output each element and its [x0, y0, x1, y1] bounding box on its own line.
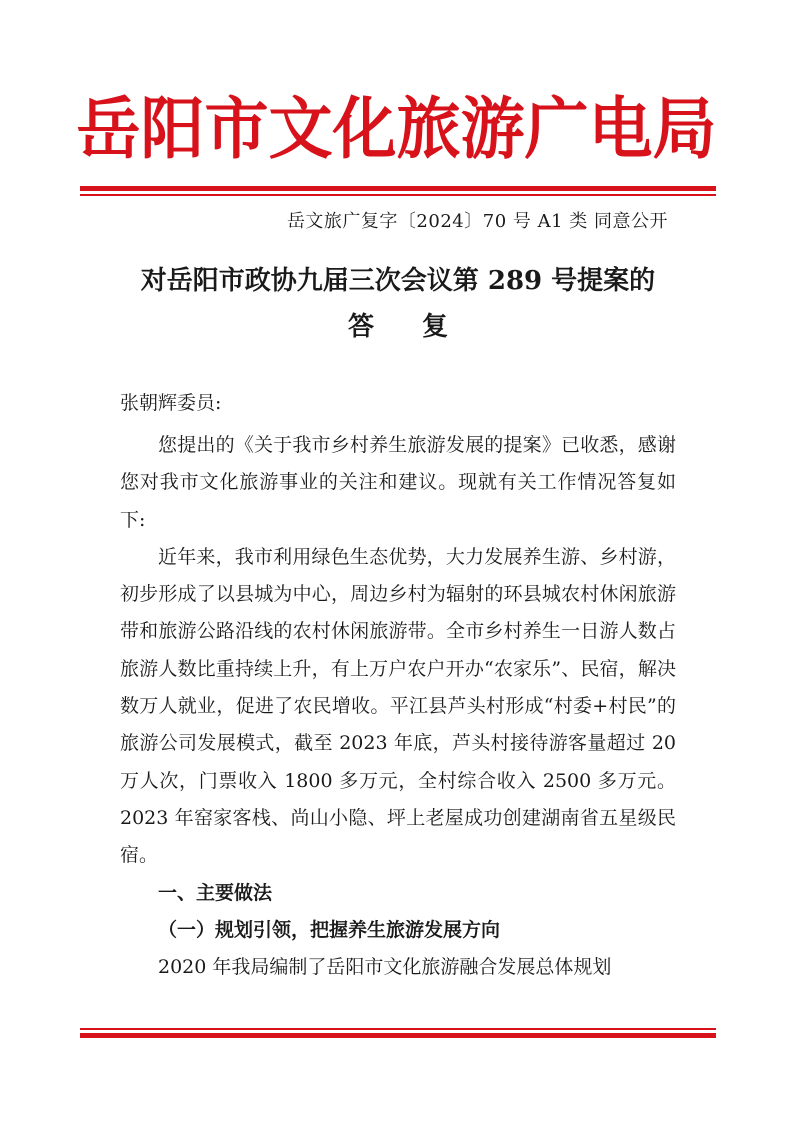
- footer-rule-thin: [80, 1028, 716, 1030]
- masthead-rule-thin: [80, 194, 716, 196]
- masthead-rule-thick: [80, 186, 716, 191]
- footer-rule-thick: [80, 1033, 716, 1038]
- salutation: 张朝辉委员:: [120, 392, 222, 414]
- document-title-line2: 答复: [347, 312, 496, 342]
- paragraph-overview: 近年来，我市利用绿色生态优势，大力发展养生游、乡村游，初步形成了以县城为中心，周边乡村为辐射的环县城农村休闲旅游带和旅游公路沿线的农村休闲旅游带。全市乡村养生一日游人数占旅游人数比重持续上升，有上万户农户开办“农家乐”、民宿，解决数万人就业，促进了农民增收。平江县芦头村形成“村委+村民”的旅游公司发展模式，截至 2023 年底，芦头村接待游客量超过 20 万人次，门票收入 1800 多万元，全村综合收入 2500 多万元。2023 年窑家客栈、尚山小隐、坪上老屋成功创建湖南省五星级民宿。: [120, 545, 676, 867]
- paragraph-acknowledgement: 您提出的《关于我市乡村养生旅游发展的提案》已收悉，感谢您对我市文化旅游事业的关注和建议。现就有关工作情况答复如下:: [120, 434, 676, 531]
- section-heading: 一、主要做法: [158, 881, 273, 904]
- document-title-line1: 对岳阳市政协九届三次会议第 289 号提案的: [140, 266, 656, 296]
- document-number: 岳文旅广复字〔2024〕70 号 A1 类 同意公开: [286, 211, 668, 232]
- subsection-heading: （一）规划引领，把握养生旅游发展方向: [158, 918, 501, 941]
- document-body: [120, 427, 676, 986]
- paragraph-planning: 2020 年我局编制了岳阳市文化旅游融合发展总体规划: [158, 956, 612, 979]
- masthead-title: 岳阳市文化旅游广电局: [76, 90, 717, 169]
- document-title: [80, 258, 716, 350]
